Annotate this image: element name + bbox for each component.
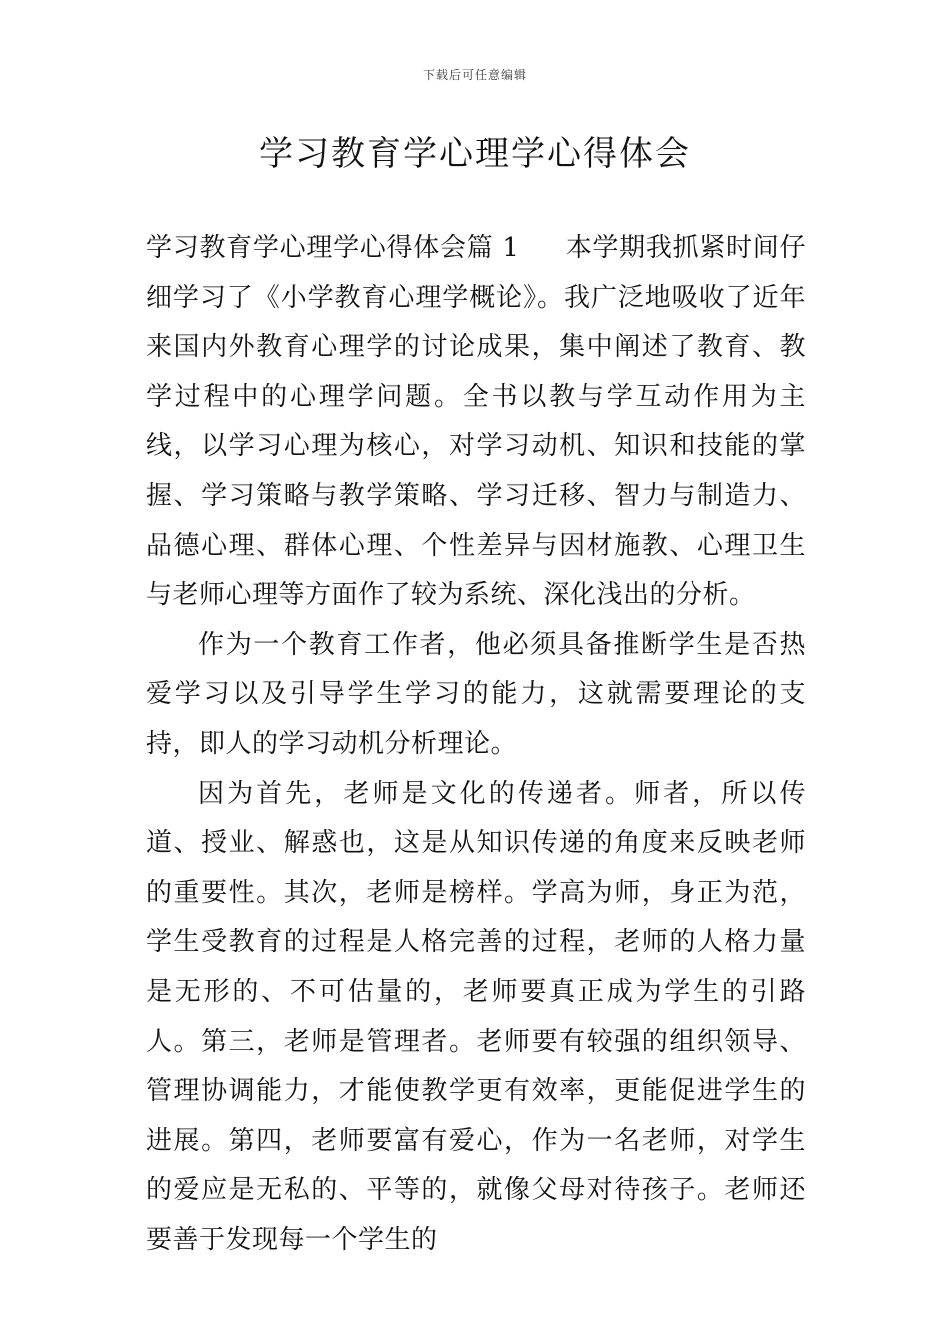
paragraph-1 xyxy=(146,224,806,621)
header-note: 下载后可任意编辑 xyxy=(422,68,527,82)
paragraph-3: 因为首先，老师是文化的传递者。师者，所以传道、授业、解惑也，这是从知识传递的角度来反映老师的重要性。其次，老师是榜样。学高为师，身正为范，学生受教育的过程是人格完善的过程，老师的人格力量是无形的、不可估量的，老师要真正成为学生的引路人。第三，老师是管理者。老师要有较强的组织领导、管理协调能力，才能使教学更有效率，更能促进学生的进展。第四，老师要富有爱心，作为一名老师，对学生的爱应是无私的、平等的，就像父母对待孩子。老师还要善于发现每一个学生的 xyxy=(146,778,806,1255)
paragraph-2: 作为一个教育工作者，他必须具备推断学生是否热爱学习以及引导学生学习的能力，这就需要理论的支持，即人的学习动机分析理论。 xyxy=(146,629,806,759)
paragraph-1-text: 本学期我抓紧时间仔细学习了《小学教育心理学概论》。我广泛地吸收了近年来国内外教育心理学的讨论成果，集中阐述了教育、教学过程中的心理学问题。全书以教与学互动作用为主线，以学习心理为核心，对学习动机、知识和技能的掌握、学习策略与教学策略、学习迁移、智力与制造力、品德心理、群体心理、个性差异与因材施教、心理卫生与老师心理等方面作了较为系统、深化浅出的分析。 xyxy=(146,233,806,611)
document-title: 学习教育学心理学心得体会 xyxy=(259,134,691,174)
document-body xyxy=(146,224,806,1265)
section-heading: 学习教育学心理学心得体会篇 1 xyxy=(146,233,520,263)
